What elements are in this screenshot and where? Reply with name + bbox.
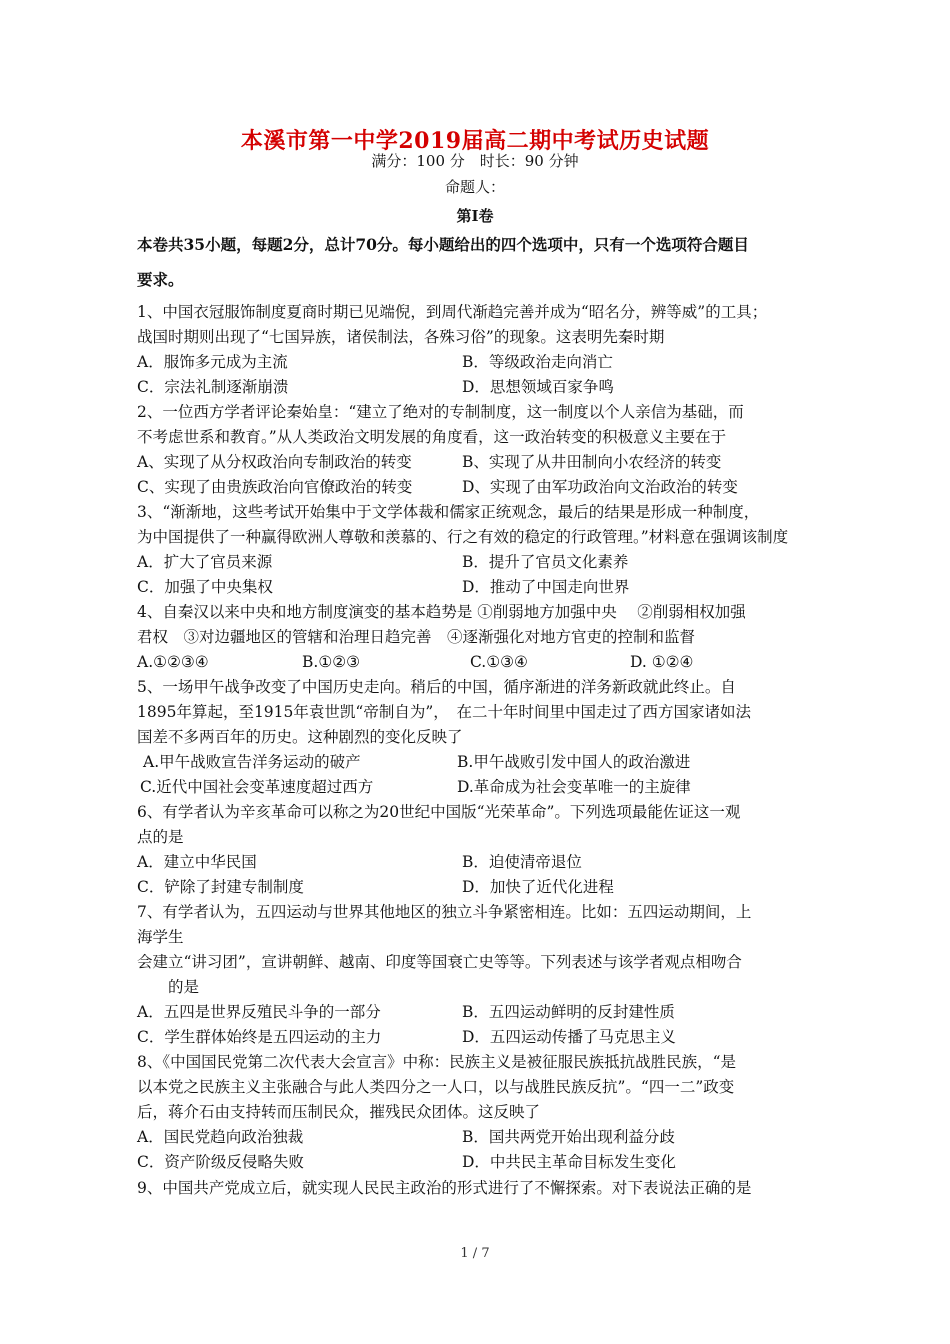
question-8-options xyxy=(137,1150,837,1174)
instructions-line-2: 要求。 xyxy=(137,270,184,289)
question-2-options xyxy=(137,475,837,499)
option-a: A．建立中华民国 xyxy=(137,853,257,871)
question-2-stem: 不考虑世系和教育。”从人类政治文明发展的角度看，这一政治转变的积极意义主要在于 xyxy=(137,428,727,446)
author-line: 命题人： xyxy=(444,178,505,196)
question-2-options xyxy=(137,450,837,474)
question-8-options xyxy=(137,1125,837,1149)
question-2-stem: 2、一位西方学者评论秦始皇：“建立了绝对的专制制度，这一制度以个人亲信为基础，而 xyxy=(137,403,744,421)
score-time-info: 满分：100 分 时长：90 分钟 xyxy=(371,152,579,170)
question-4-options xyxy=(137,650,837,674)
question-6-stem: 6、有学者认为辛亥革命可以称之为20世纪中国版“光荣革命”。下列选项最能佐证这一观 xyxy=(137,803,741,821)
option-a: A.①②③④ xyxy=(137,653,209,671)
option-c: C.近代中国社会变革速度超过西方 xyxy=(140,778,374,796)
question-3-options xyxy=(137,575,837,599)
option-d: D、实现了由军功政治向文治政治的转变 xyxy=(462,478,738,496)
question-3-options xyxy=(137,550,837,574)
option-a: A．国民党趋向政治独裁 xyxy=(137,1128,304,1146)
option-d: D．思想领域百家争鸣 xyxy=(462,378,614,396)
option-d: D. ①②④ xyxy=(630,653,694,671)
question-1-stem: 战国时期则出现了“七国异族，诸侯制法，各殊习俗”的现象。这表明先秦时期 xyxy=(137,328,665,346)
option-b: B．五四运动鲜明的反封建性质 xyxy=(462,1003,675,1021)
question-7-stem: 的是 xyxy=(137,978,200,996)
option-a: A．五四是世界反殖民斗争的一部分 xyxy=(137,1003,381,1021)
option-c: C．资产阶级反侵略失败 xyxy=(137,1153,304,1171)
option-c: C．学生群体始终是五四运动的主力 xyxy=(137,1028,382,1046)
question-6-options xyxy=(137,850,837,874)
option-c: C.①③④ xyxy=(470,653,528,671)
option-b: B．迫使清帝退位 xyxy=(462,853,582,871)
question-4-stem: 4、自秦汉以来中央和地方制度演变的基本趋势是 ①削弱地方加强中央 ②削弱相权加强 xyxy=(137,603,746,621)
question-7-options xyxy=(137,1000,837,1024)
question-5-stem: 1895年算起，至1915年袁世凯“帝制自为”， 在二十年时间里中国走过了西方国家诸如法 xyxy=(137,703,751,721)
option-c: C．宗法礼制逐渐崩溃 xyxy=(137,378,289,396)
question-6-options xyxy=(137,875,837,899)
option-c: C．铲除了封建专制制度 xyxy=(137,878,304,896)
option-b: B.①②③ xyxy=(302,653,361,671)
option-d: D．加快了近代化进程 xyxy=(462,878,614,896)
question-1-options xyxy=(137,350,837,374)
option-a: A．服饰多元成为主流 xyxy=(137,353,288,371)
question-1-stem: 1、中国衣冠服饰制度夏商时期已见端倪，到周代渐趋完善并成为“昭名分，辨等威”的工具； xyxy=(137,303,768,321)
question-5-options xyxy=(137,750,837,774)
option-b: B．国共两党开始出现利益分歧 xyxy=(462,1128,675,1146)
option-c: C．加强了中央集权 xyxy=(137,578,273,596)
question-1-options xyxy=(137,375,837,399)
question-7-stem: 7、有学者认为，五四运动与世界其他地区的独立斗争紧密相连。比如：五四运动期间，上 xyxy=(137,903,752,921)
question-5-stem: 5、一场甲午战争改变了中国历史走向。稍后的中国，循序渐进的洋务新政就此终止。自 xyxy=(137,678,736,696)
option-d: D．中共民主革命目标发生变化 xyxy=(462,1153,676,1171)
question-3-stem: 为中国提供了一种赢得欧洲人尊敬和羡慕的、行之有效的稳定的行政管理。”材料意在强调该制度 xyxy=(137,528,789,546)
question-5-stem: 国差不多两百年的历史。这种剧烈的变化反映了 xyxy=(137,728,463,746)
question-5-options xyxy=(137,775,837,799)
option-a: A、实现了从分权政治向专制政治的转变 xyxy=(137,453,412,471)
exam-title: 本溪市第一中学2019届高二期中考试历史试题 xyxy=(240,128,710,154)
question-7-options xyxy=(137,1025,837,1049)
option-b: B．提升了官员文化素养 xyxy=(462,553,629,571)
question-9-stem: 9、中国共产党成立后，就实现人民民主政治的形式进行了不懈探索。对下表说法正确的是 xyxy=(137,1179,752,1197)
question-8-stem: 8、《中国国民党第二次代表大会宣言》中称：民族主义是被征服民族抵抗战胜民族，“是 xyxy=(137,1053,737,1071)
question-4-stem: 君权 ③对边疆地区的管辖和治理日趋完善 ④逐渐强化对地方官吏的控制和监督 xyxy=(137,628,696,646)
option-b: B.甲午战败引发中国人的政治激进 xyxy=(457,753,691,771)
question-7-stem: 海学生 xyxy=(137,928,184,946)
instructions-line-1: 本卷共35小题，每题2分，总计70分。每小题给出的四个选项中，只有一个选项符合题目 xyxy=(137,235,749,254)
option-d: D．推动了中国走向世界 xyxy=(462,578,630,596)
option-b: B、实现了从井田制向小农经济的转变 xyxy=(462,453,722,471)
question-8-stem: 后，蒋介石由支持转而压制民众，摧残民众团体。这反映了 xyxy=(137,1103,541,1121)
option-a: A．扩大了官员来源 xyxy=(137,553,273,571)
page-number: 1 / 7 xyxy=(460,1246,490,1261)
option-d: D.革命成为社会变革唯一的主旋律 xyxy=(457,778,691,796)
option-a: A.甲午战败宣告洋务运动的破产 xyxy=(143,753,361,771)
option-d: D．五四运动传播了马克思主义 xyxy=(462,1028,676,1046)
option-c: C、实现了由贵族政治向官僚政治的转变 xyxy=(137,478,413,496)
question-7-stem: 会建立“讲习团”，宣讲朝鲜、越南、印度等国衰亡史等等。下列表述与该学者观点相吻合 xyxy=(137,953,742,971)
question-3-stem: 3、“渐渐地，这些考试开始集中于文学体裁和儒家正统观念，最后的结果是形成一种制度， xyxy=(137,503,760,521)
question-6-stem: 点的是 xyxy=(137,828,184,846)
option-b: B．等级政治走向消亡 xyxy=(462,353,613,371)
question-8-stem: 以本党之民族主义主张融合与此人类四分之一人口，以与战胜民族反抗”。“四一二”政变 xyxy=(137,1078,735,1096)
section-heading: 第Ⅰ卷 xyxy=(456,207,494,225)
